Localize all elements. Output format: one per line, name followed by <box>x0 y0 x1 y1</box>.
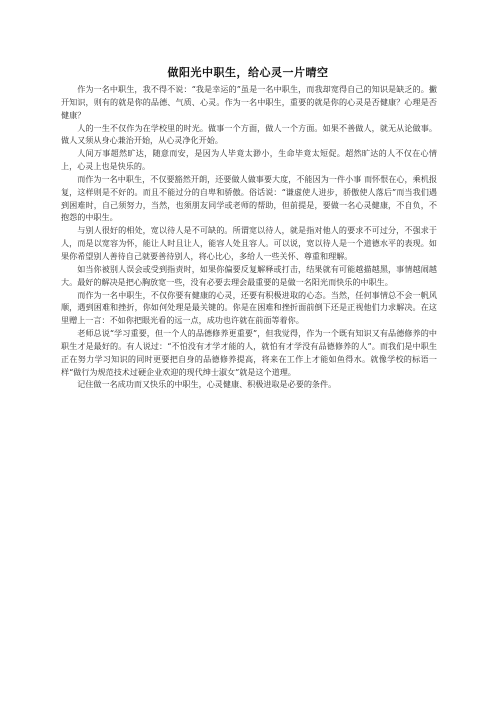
paragraph: 老师总说“学习重要，但一个人的品德修养更重要”，但我觉得，作为一个既有知识又有品德修养的中职生才是最好的。有人说过：“不怕没有才学才能的人，就怕有才学没有品德修养的人”。而我们是中职生正在努力学习知识的同时更要把自身的品德修养提高，将来在工作上才能如鱼得水。就像学校的标语一样“做行为规范技术过硬企业欢迎的现代绅士淑女”就是这个道理。 <box>61 328 437 377</box>
paragraph: 记住做一名成功而又快乐的中职生，心灵健康、积极进取是必要的条件。 <box>77 379 337 390</box>
paragraph: 如当你被别人误会或受到指责时，如果你偏要反复解释或打击，结果就有可能越描越黑，事情越闹越大。最好的解决是把心胸放宽一些，没有必要去理会最重要的是做一名阳光而快乐的中职生。 <box>61 263 437 287</box>
paragraph: 与别人很好的相处，宽以待人是不可缺的。所谓宽以待人，就是指对他人的要求不可过分，不强求于人，而是以宽容为怀，能让人时且让人，能容人处且容人。可以说，宽以待人是一个道德水平的表现。如果你希望别人善待自己就要善待别人，将心比心，多给人一些关怀、尊重和理解。 <box>61 225 437 261</box>
paragraph: 人的一生不仅作为在学校里的时光。做事一个方面，做人一个方面。如果不善做人，就无从论做事。做人又须从身心兼治开始，从心灵净化开始。 <box>61 122 437 146</box>
document-title: 做阳光中职生，给心灵一片晴空 <box>167 66 329 79</box>
document-body <box>61 83 437 391</box>
paragraph: 作为一名中职生，我不得不说：“我是幸运的”虽是一名中职生，而我却宽得自己的知识是缺乏的。撇开知识，则有的就是你的品德、气质、心灵。作为一名中职生，重要的就是你的心灵是否健康？心理是否健康？ <box>61 84 437 120</box>
paragraph: 而作为一名中职生，不仅你要有健康的心灵，还要有积极进取的心态。当然，任何事情总不会一帆风顺，遇到困难和挫折，你如何处理是最关键的。你是在困难和挫折面前倒下还是正视他们力求解决。在这里赠上一言：不如你把眼光看的远一点，成功也许就在前面等着你。 <box>61 289 437 326</box>
paragraph: 人间万事超然旷达，随意而安，是因为人毕竟太渺小，生命毕竟太短促。超然旷达的人不仅在心情上，心灵上也是快乐的。 <box>61 148 437 172</box>
paragraph: 而作为一名中职生，不仅要豁然开朗，还要做人做事要大度，不能因为一件小事 而怀恨在心，乘机报复，这样则是不好的。而且不能过分的自卑和骄傲。俗话说：“谦虚使人进步，骄傲使人落后”而当我们遇到困难时，自己须努力，当然，也须朋友同学或老师的帮助，但前提是，要做一名心灵健康，不自负，不抱怨的中职生。 <box>61 173 437 223</box>
